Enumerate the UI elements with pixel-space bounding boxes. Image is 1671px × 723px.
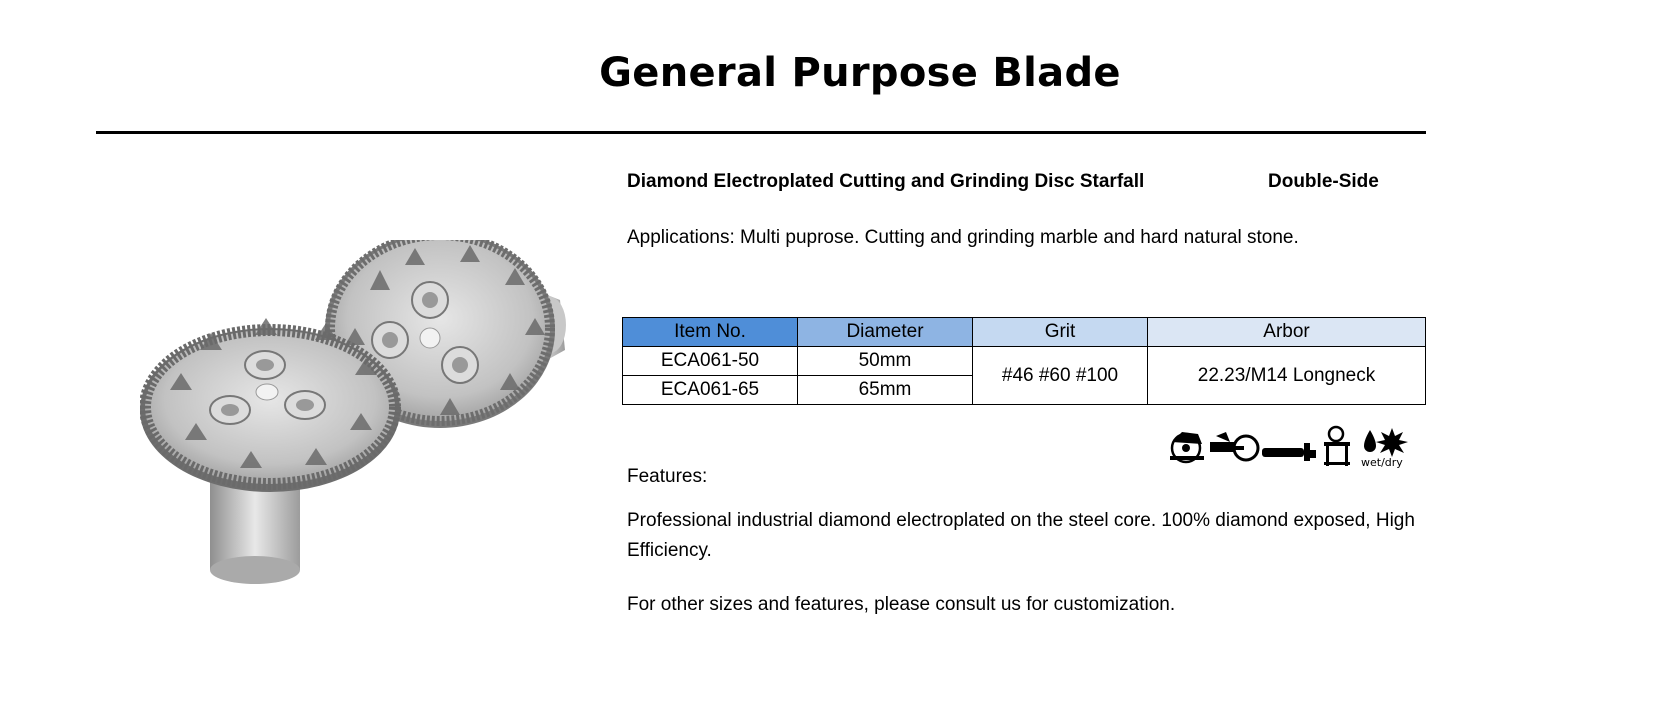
title-divider <box>96 131 1426 134</box>
header-diameter: Diameter <box>798 318 973 347</box>
spec-table <box>622 317 1426 405</box>
product-variant: Double-Side <box>1268 171 1379 192</box>
cell-diameter: 50mm <box>798 347 973 376</box>
bench-saw-icon <box>1324 427 1350 466</box>
page-title: General Purpose Blade <box>599 50 1121 96</box>
product-name: Diamond Electroplated Cutting and Grinding Disc Starfall <box>627 171 1145 192</box>
cell-diameter: 65mm <box>798 376 973 405</box>
table-header-row <box>623 318 1426 347</box>
header-item-no: Item No. <box>623 318 798 347</box>
product-image <box>140 240 610 610</box>
cell-item-no: ECA061-65 <box>623 376 798 405</box>
front-disc <box>140 318 400 584</box>
consult-text: For other sizes and features, please consult us for customization. <box>627 594 1176 615</box>
wet-dry-icon <box>1361 428 1408 468</box>
header-arbor: Arbor <box>1148 318 1426 347</box>
wet-dry-label: wet/dry <box>1361 456 1403 468</box>
features-text: Professional industrial diamond electroplated on the steel core. 100% diamond exposed, High Efficiency. <box>627 510 1415 561</box>
cut-off-saw-icon <box>1210 432 1258 460</box>
features-label: Features: <box>627 466 708 487</box>
angle-grinder-icon <box>1262 443 1316 461</box>
tool-icons <box>1168 424 1420 468</box>
header-grit: Grit <box>973 318 1148 347</box>
cell-grit: #46 #60 #100 <box>973 347 1148 405</box>
cell-arbor: 22.23/M14 Longneck <box>1148 347 1426 405</box>
applications-text: Applications: Multi puprose. Cutting and grinding marble and hard natural stone. <box>627 227 1299 248</box>
circular-saw-icon <box>1170 432 1204 462</box>
cell-item-no: ECA061-50 <box>623 347 798 376</box>
table-row <box>623 347 1426 376</box>
